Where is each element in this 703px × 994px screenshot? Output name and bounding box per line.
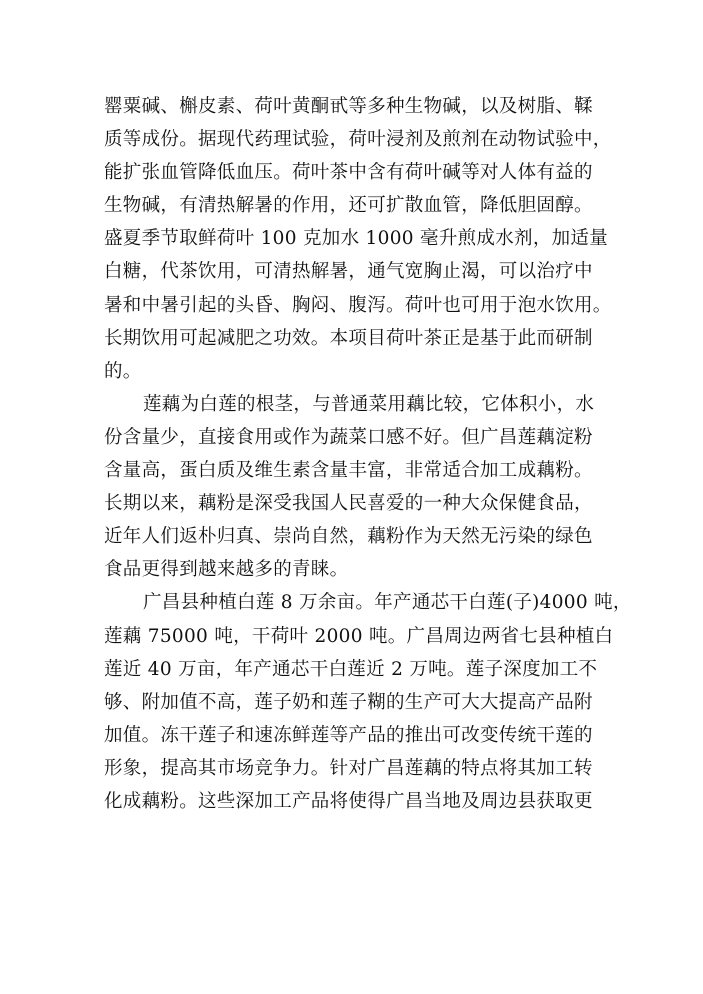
text-line: 莲藕为白莲的根茎，与普通菜用藕比较，它体积小，水: [143, 393, 595, 415]
text-line: 盛夏季节取鲜荷叶 100 克加水 1000 毫升煎成水剂，加适量: [104, 228, 609, 250]
text-line: 化成藕粉。这些深加工产品将使得广昌当地及周边县获取更: [104, 790, 593, 812]
text-line: 食品更得到越来越多的青睐。: [104, 559, 349, 581]
text-line: 暑和中暑引起的头昏、胸闷、腹泻。荷叶也可用于泡水饮用。: [104, 294, 612, 316]
text-line: 生物碱，有清热解暑的作用，还可扩散血管，降低胆固醇。: [104, 195, 593, 217]
text-line: 份含量少，直接食用或作为蔬菜口感不好。但广昌莲藕淀粉: [104, 426, 593, 448]
text-line: 质等成份。据现代药理试验，荷叶浸剂及煎剂在动物试验中，: [104, 129, 612, 151]
text-line: 广昌县种植白莲 8 万余亩。年产通芯干白莲(子)4000 吨，: [143, 592, 632, 614]
text-line: 含量高，蛋白质及维生素含量丰富，非常适合加工成藕粉。: [104, 460, 593, 482]
text-line: 长期饮用可起减肥之功效。本项目荷叶茶正是基于此而研制: [104, 327, 593, 349]
paragraph-lotus-leaf: [104, 90, 612, 388]
text-line: 莲近 40 万亩，年产通芯干白莲近 2 万吨。莲子深度加工不: [104, 658, 598, 680]
paragraph-lotus-root: [104, 388, 603, 587]
text-line: 莲藕 75000 吨，干荷叶 2000 吨。广昌周边两省七县种植白: [104, 625, 614, 647]
text-line: 的。: [104, 360, 142, 382]
text-line: 够、附加值不高，莲子奶和莲子糊的生产可大大提高产品附: [104, 691, 593, 713]
text-line: 近年人们返朴归真、崇尚自然，藕粉作为天然无污染的绿色: [104, 526, 593, 548]
text-line: 白糖，代茶饮用，可清热解暑，通气宽胸止渴，可以治疗中: [104, 261, 593, 283]
text-line: 罂粟碱、槲皮素、荷叶黄酮甙等多种生物碱，以及树脂、鞣: [104, 96, 593, 117]
text-line: 长期以来，藕粉是深受我国人民喜爱的一种大众保健食品，: [104, 493, 593, 515]
text-line: 形象，提高其市场竞争力。针对广昌莲藕的特点将其加工转: [104, 757, 593, 779]
paragraph-guangchang: [104, 586, 632, 818]
text-line: 能扩张血管降低血压。荷叶茶中含有荷叶碱等对人体有益的: [104, 162, 593, 184]
text-line: 加值。冻干莲子和速冻鲜莲等产品的推出可改变传统干莲的: [104, 724, 593, 746]
